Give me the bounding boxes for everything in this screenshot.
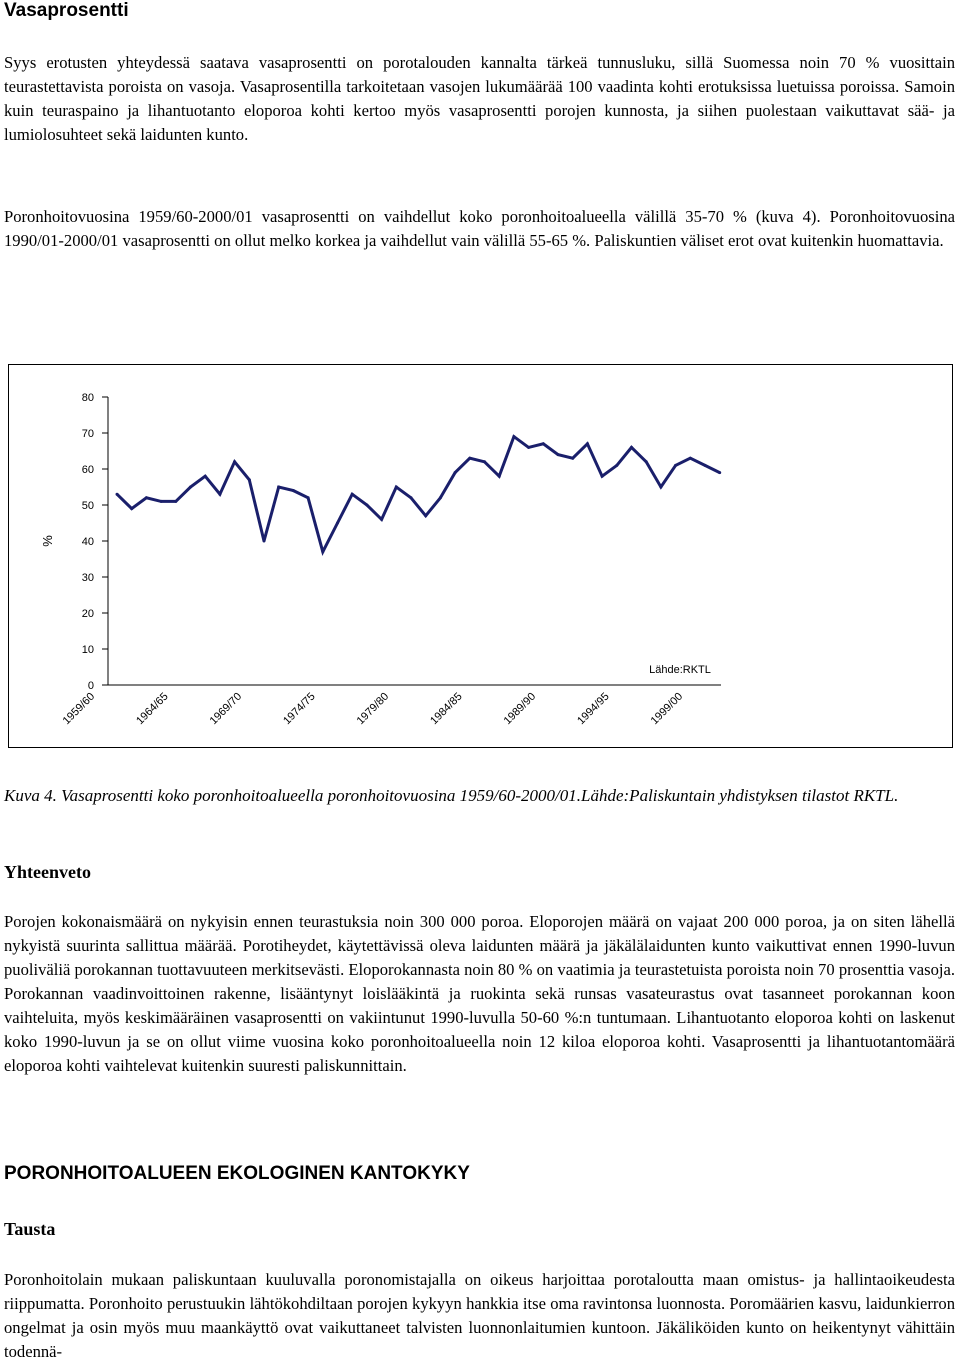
y-tick-label: 40 [81, 536, 94, 548]
data-point [380, 518, 383, 521]
data-point [439, 496, 442, 499]
data-point [645, 460, 648, 463]
data-point [351, 493, 354, 496]
section-title-vasaprosentti: Vasaprosentti [4, 0, 129, 21]
data-point [512, 435, 515, 438]
x-tick-label: 1974/75 [281, 690, 318, 728]
y-tick-label: 60 [81, 464, 94, 476]
x-tick-label: 1994/95 [575, 690, 612, 728]
x-tick-label: 1969/70 [207, 690, 245, 728]
y-tick-label: 20 [81, 608, 94, 620]
y-axis-label: % [40, 535, 55, 547]
chart-frame [8, 364, 953, 748]
data-point [160, 500, 163, 503]
y-tick-label: 0 [87, 680, 94, 692]
data-point [116, 493, 119, 496]
data-point [395, 486, 398, 489]
data-point [365, 504, 368, 507]
data-point [704, 464, 707, 467]
data-point [586, 442, 589, 445]
data-point [630, 446, 633, 449]
data-point [410, 496, 413, 499]
source-note: Lähde:RKTL [649, 664, 711, 676]
data-point [498, 475, 501, 478]
data-point [424, 514, 427, 517]
x-tick-label: 1989/90 [501, 690, 539, 728]
data-point [277, 486, 280, 489]
y-tick-label: 80 [81, 392, 94, 404]
data-point [145, 496, 148, 499]
x-tick-label: 1979/80 [354, 690, 392, 728]
data-point [233, 460, 236, 463]
data-point [189, 486, 192, 489]
data-point [483, 460, 486, 463]
paragraph-vasaprosentti-range: Poronhoitovuosina 1959/60-2000/01 vasaprosentti on vaihdellut koko poronhoitoalueella välillä 35-70 % (kuva 4). Poronhoitovuosina 1990/01-2000/01 vasaprosentti on ollut melko korkea ja vaihdellut vain välillä 55-65 %. Paliskuntien väliset erot ovat kuitenkin huomattavia. [4, 207, 955, 250]
data-point [248, 478, 251, 481]
paragraph-tausta: Poronhoitolain mukaan paliskuntaan kuuluvalla poronomistajalla on oikeus harjoittaa porotaloutta maan omistus- ja hallintaoikeudesta riippumatta. Poronhoito perustuukin lähtökohdiltaan porojen kykyyn hankkia itse oma ravintonsa luonnosta. Poromäärien kasvu, laidunkierron ongelmat ja osin myös muu maankäyttö ovat vaikuttaneet talvisten luonnonlaitumien kuntoon. Jäkäliköiden kunto on heikentynyt vähittäin todennä- [4, 1270, 955, 1361]
figure-caption: Kuva 4. Vasaprosentti koko poronhoitoalueella poronhoitovuosina 1959/60-2000/01.Lähde:Paliskuntain yhdistyksen tilastot RKTL. [4, 786, 899, 805]
x-tick-label: 1959/60 [60, 690, 98, 728]
section-title-tausta: Tausta [4, 1219, 56, 1239]
data-point [571, 457, 574, 460]
paragraph-vasaprosentti-intro: Syys erotusten yhteydessä saatava vasaprosentti on porotalouden kannalta tärkeä tunnusluku, sillä Suomessa noin 70 % vuosittain teurastettavista poroista on vasoja. Vasaprosentilla tarkoitetaan vasojen lukumäärää 100 vaadinta kohti erotuksissa luetuissa poroissa. Samoin kuin teuraspaino ja lihantuotanto eloporoa kohti kertoo myös vasaprosentti porojen kunnosta, ja siihen puolestaan vaikuttavat sää- ja lumiolosuhteet sekä laidunten kunto. [4, 53, 955, 144]
series-line-vasaprosentti [117, 437, 720, 552]
data-point [336, 522, 339, 525]
section-title-ekologinen-kantokyky: PORONHOITOALUEEN EKOLOGINEN KANTOKYKY [4, 1163, 470, 1184]
data-point [557, 453, 560, 456]
line-chart [9, 365, 954, 749]
data-point [292, 489, 295, 492]
data-point [204, 475, 207, 478]
data-point [718, 471, 721, 474]
data-point [468, 457, 471, 460]
data-point [542, 442, 545, 445]
data-point [263, 540, 266, 543]
data-point [601, 475, 604, 478]
section-title-yhteenveto: Yhteenveto [4, 862, 91, 882]
data-point [130, 507, 133, 510]
x-tick-label: 1964/65 [134, 690, 171, 728]
y-tick-label: 50 [81, 500, 94, 512]
data-point [321, 550, 324, 553]
data-point [674, 464, 677, 467]
y-tick-label: 30 [81, 572, 94, 584]
data-point [307, 496, 310, 499]
series-points [116, 435, 722, 553]
data-point [454, 471, 457, 474]
data-point [659, 486, 662, 489]
data-point [689, 457, 692, 460]
data-point [527, 446, 530, 449]
data-point [615, 464, 618, 467]
y-tick-label: 70 [81, 428, 94, 440]
x-tick-label: 1984/85 [428, 690, 465, 728]
x-tick-label: 1999/00 [648, 690, 686, 728]
data-point [174, 500, 177, 503]
data-point [218, 493, 221, 496]
paragraph-yhteenveto: Porojen kokonaismäärä on nykyisin ennen teurastuksia noin 300 000 poroa. Eloporojen määrä on vajaat 200 000 poroa, ja on siten lähellä nykyistä suurinta sallittua määrää. Porotiheydet, käytettävissä oleva laidunten määrä ja jäkälälaidunten kunto vaikuttivat ennen 1990-luvun puoliväliä porokannan tuottavuuteen merkitsevästi. Eloporokannasta noin 80 % on vaatimia ja teurastetuista poroista noin 70 prosenttia vasoja. Porokannan vaadinvoittoinen rakenne, lisääntynyt loislääkintä ja ruokinta sekä runsas vasateurastus ovat tasanneet porokannan koon vaihteluita, myös keskimääräinen vasaprosentti on vakiintunut 1990-luvulla 50-60 %:n tuntumaan. Lihantuotanto eloporoa kohti on laskenut koko 1990-luvun ja se on ollut viime vuosina koko poronhoitoalueella noin 12 kiloa eloporoa kohti. Vasaprosentti ja lihantuotantomäärä eloporoa kohti vaihtelevat kuitenkin suuresti paliskunnittain. [4, 912, 955, 1075]
y-tick-label: 10 [81, 644, 94, 656]
